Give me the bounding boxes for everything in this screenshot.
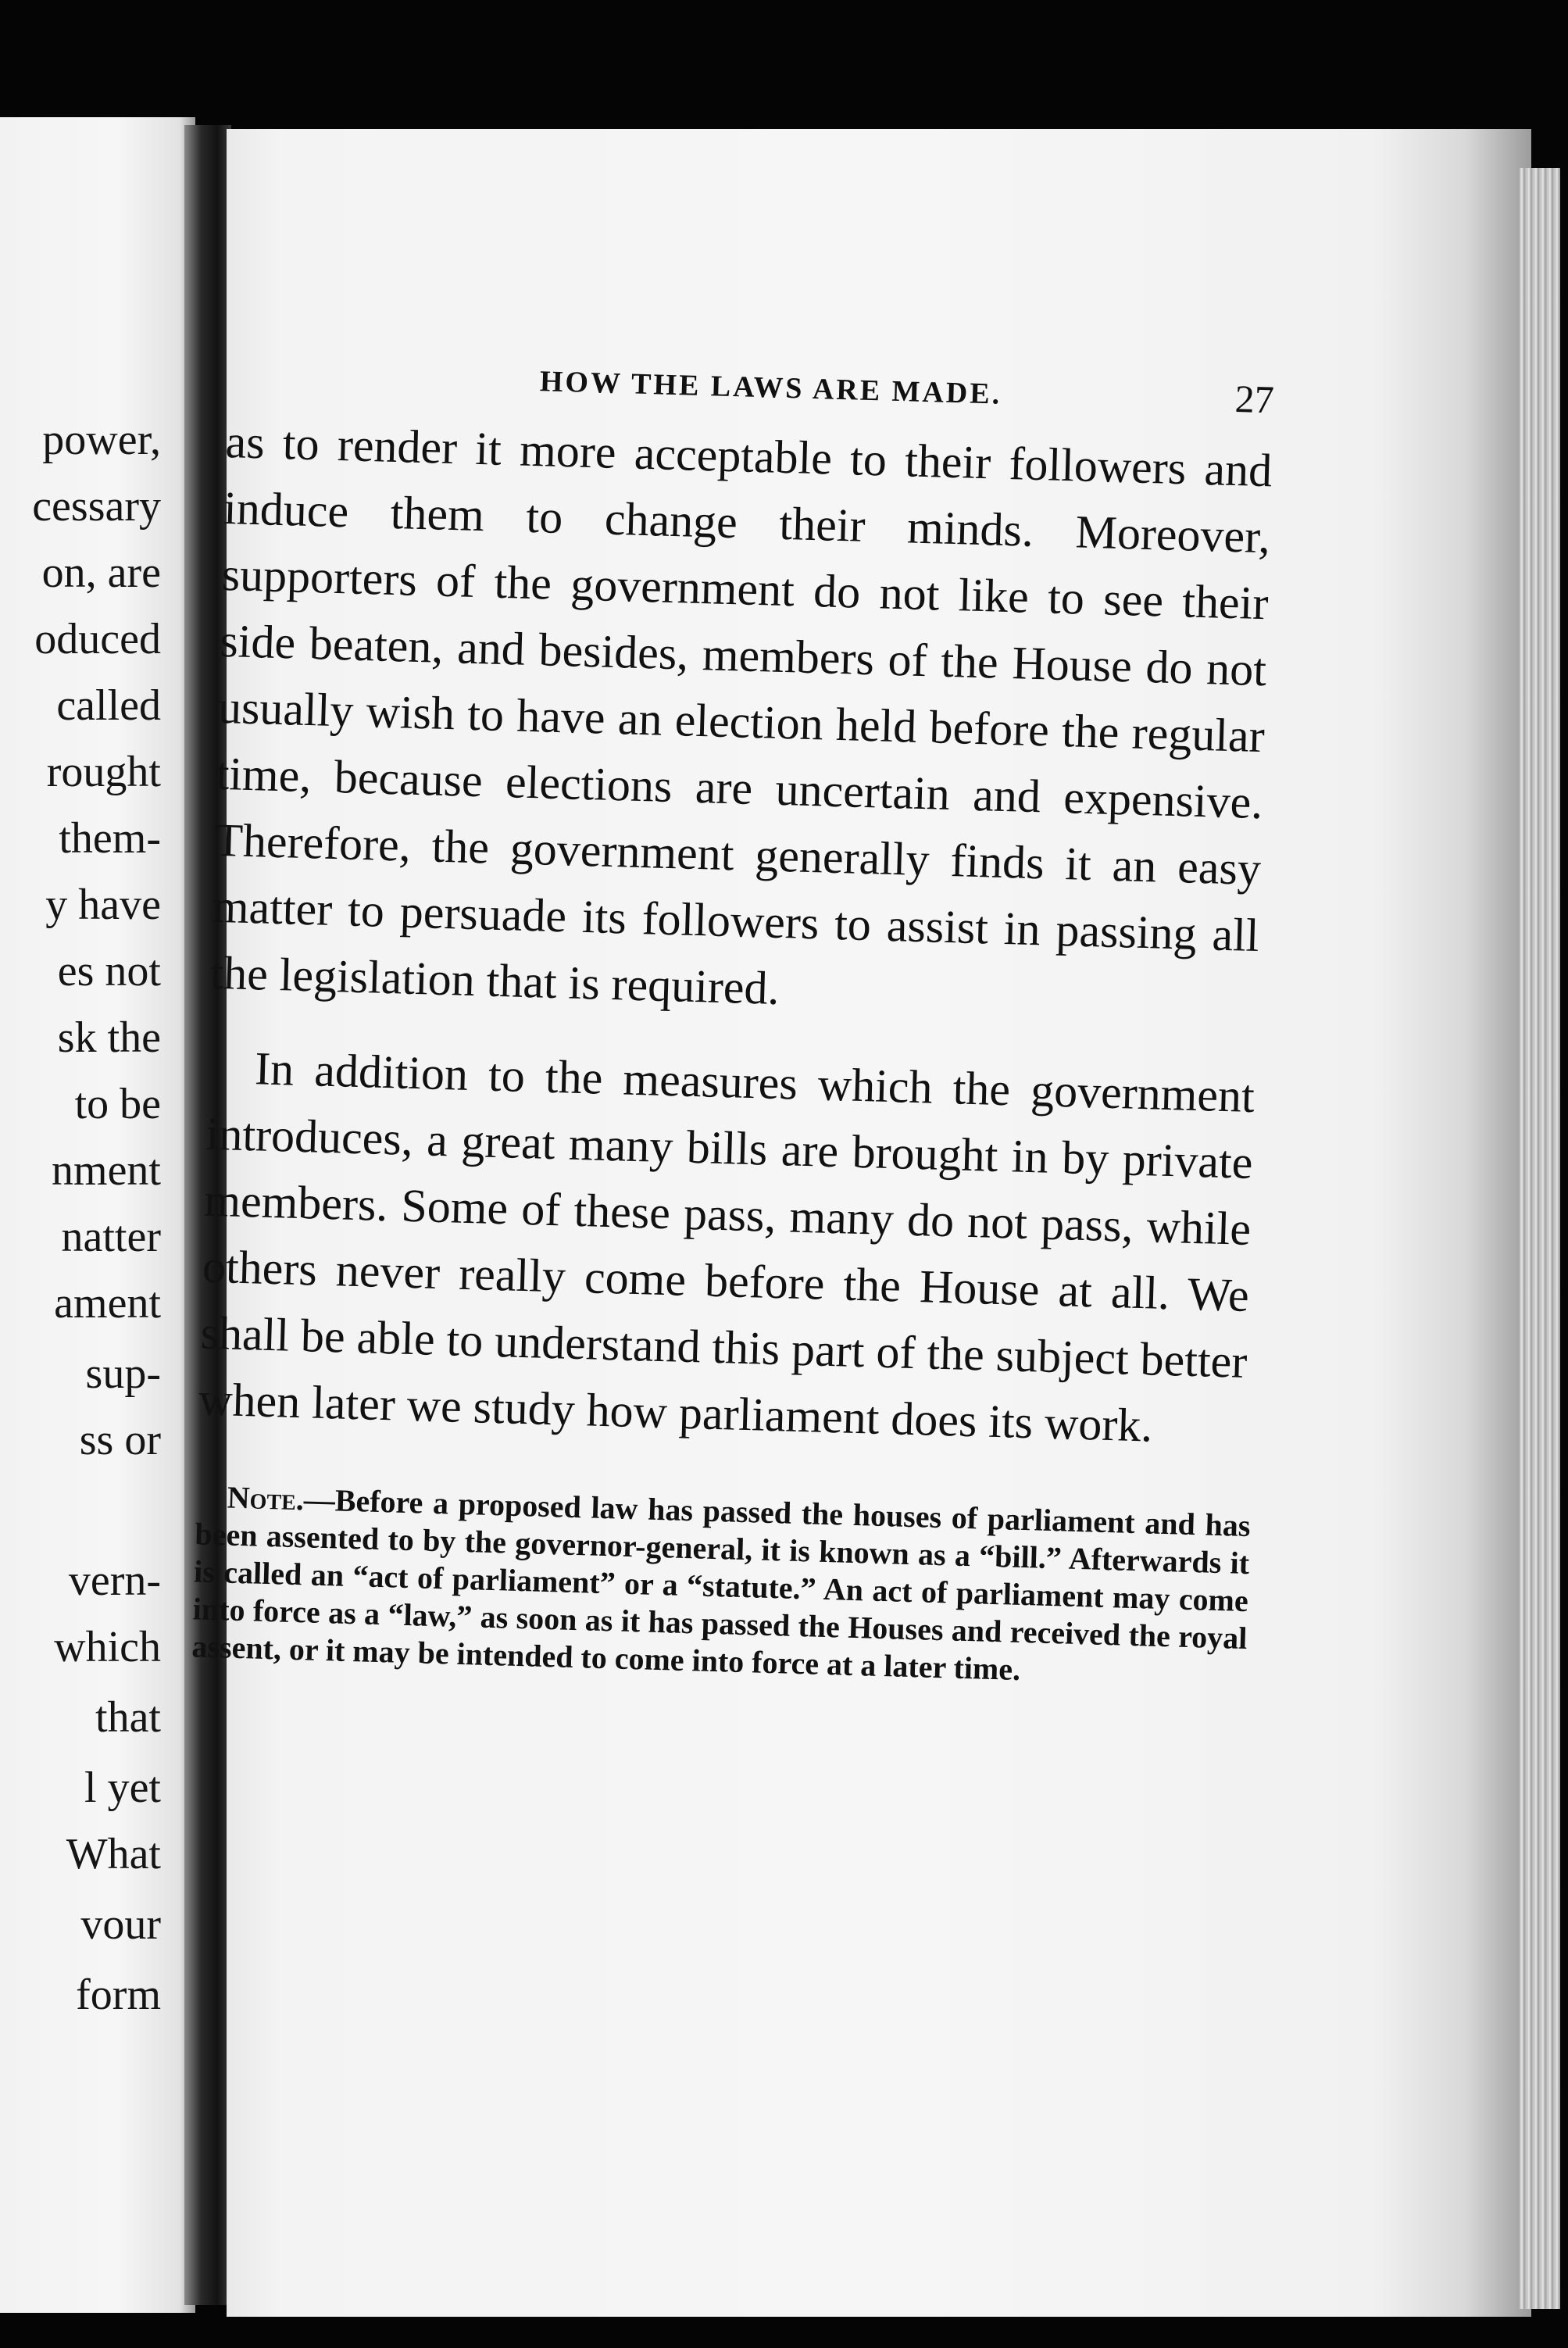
- facing-page-line: es not: [57, 947, 161, 995]
- facing-page-line: y have: [45, 881, 161, 929]
- facing-page-line: on, are: [41, 549, 161, 597]
- facing-page-line: ss or: [79, 1416, 161, 1464]
- facing-page-line: rought: [46, 748, 161, 796]
- facing-page-line: power,: [42, 416, 161, 464]
- facing-page-line: What: [66, 1830, 161, 1878]
- footnote-label: Note.: [227, 1479, 305, 1517]
- footnote-text: —Before a proposed law has passed the houses of parliament and has been assented to by the governor-general, it is known as a “bill.” Afterwards it is called an “act of parliament” or a “statute.” An act of parliament may come into force as a “law,” as soon as it has passed the Houses and received the royal assent, or it may be intended to come into force at a later time.: [191, 1481, 1252, 1687]
- facing-page: [0, 117, 195, 2313]
- facing-page-line: vour: [80, 1900, 161, 1949]
- footnote: [191, 1478, 1251, 1695]
- facing-page-line: that: [95, 1693, 161, 1742]
- facing-page-line: to be: [74, 1080, 161, 1128]
- facing-page-line: them-: [59, 814, 161, 863]
- page-number: 27: [1234, 377, 1275, 422]
- facing-page-line: natter: [61, 1213, 161, 1261]
- facing-page-line: ament: [54, 1279, 161, 1328]
- body-paragraph: In addition to the measures which the government introduces, a great many bills are brought in by private members. Some of these pass, many do not pass, while others never really come before the House at all. We shall be able to understand this part of the subject better when later we study how parliament does its work.: [198, 1042, 1255, 1452]
- facing-page-line: oduced: [34, 615, 161, 663]
- facing-page-line: l yet: [84, 1764, 161, 1812]
- facing-page-line: which: [54, 1623, 161, 1671]
- facing-page-line: sk the: [57, 1013, 161, 1062]
- facing-page-line: form: [76, 1971, 161, 2019]
- page-content: [191, 348, 1291, 1695]
- running-title: HOW THE LAWS ARE MADE.: [539, 365, 1002, 411]
- facing-page-line: called: [56, 681, 161, 730]
- facing-page-line: vern-: [68, 1556, 161, 1605]
- facing-page-line: sup-: [85, 1349, 161, 1398]
- page-edge: [1520, 168, 1560, 2309]
- facing-page-line: nment: [52, 1146, 161, 1195]
- facing-page-line: cessary: [32, 482, 161, 531]
- body-paragraph: as to render it more acceptable to their followers and induce them to change their minds. Moreover, supporters of the government do not like to see their side beaten, and besides, members of the House do not usually wish to have an election held before the regular time, because elections are uncertain and expensive. Therefore, the government generally finds it an easy matter to persuade its followers to assist in passing all the legislation that is required.: [209, 415, 1273, 1015]
